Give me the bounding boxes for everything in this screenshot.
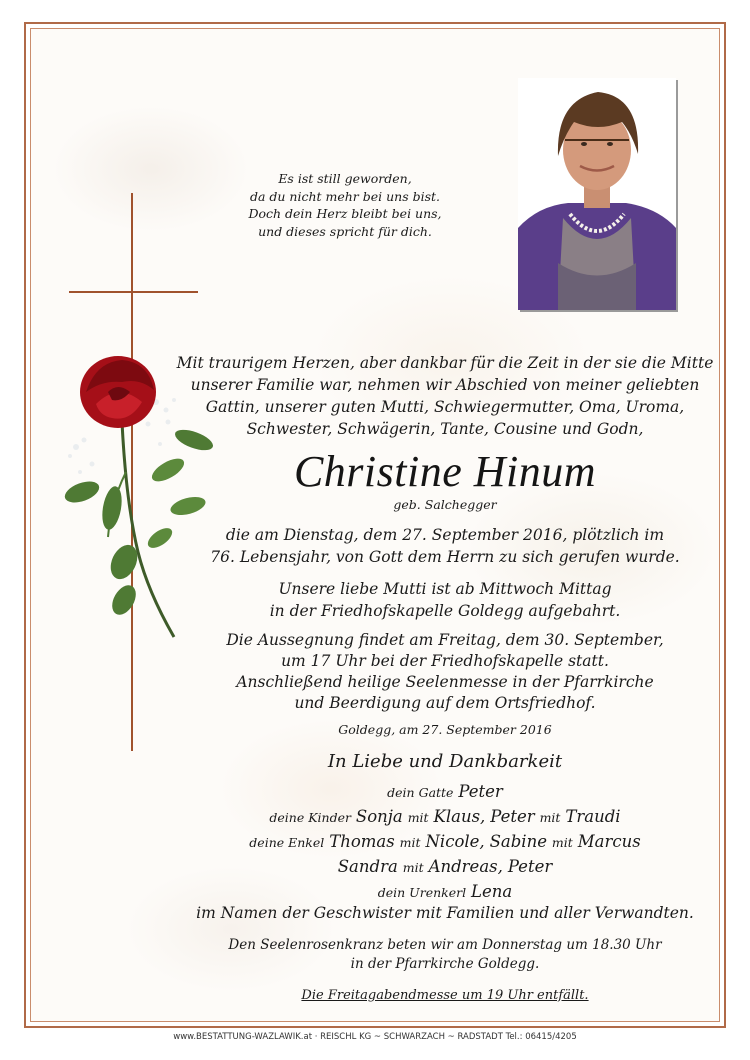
laying-out-line: in der Friedhofskapelle Goldegg aufgebahrt.: [269, 602, 621, 620]
poem-line: da du nicht mehr bei uns bist.: [249, 188, 441, 204]
poem-line: Doch dein Herz bleibt bei uns,: [248, 206, 442, 221]
intro-line: Schwester, Schwägerin, Tante, Cousine und Godn,: [246, 420, 644, 438]
grandchild-name: Sabine: [489, 832, 547, 851]
rosary-line: in der Pfarrkirche Goldegg.: [350, 956, 540, 972]
funeral-line: Die Aussegnung findet am Freitag, dem 30. September,: [226, 631, 664, 649]
death-notice: [170, 524, 720, 568]
with-word: mit: [539, 810, 561, 825]
survivors-grandchildren: [170, 830, 720, 855]
footer-funeral-home: www.BESTATTUNG-WAZLAWIK.at · REISCHL KG ~ SCHWARZACH ~ RADSTADT Tel.: 06415/4205: [173, 1032, 577, 1042]
grandchild-name: Peter: [507, 857, 553, 876]
spouse-label: dein Gatte: [387, 785, 454, 800]
grandchild-name: Thomas: [329, 832, 395, 851]
partner-name: Andreas,: [428, 857, 503, 876]
poem: [230, 170, 460, 240]
funeral-line: um 17 Uhr bei der Friedhofskapelle statt.: [281, 652, 609, 670]
with-word: mit: [402, 860, 424, 875]
laying-out-line: Unsere liebe Mutti ist ab Mittwoch Mittag: [278, 580, 612, 598]
friday-mass-note: [170, 987, 720, 1005]
portrait-photo: [518, 78, 676, 310]
grandchildren-label: deine Enkel: [249, 835, 325, 850]
great-grandchild-label: dein Urenkerl: [377, 885, 467, 900]
intro-line: unserer Familie war, nehmen wir Abschied von meiner geliebten: [190, 376, 700, 394]
intro-line: Mit traurigem Herzen, aber dankbar für die Zeit in der sie die Mitte: [176, 354, 714, 372]
child-name: Peter: [490, 807, 535, 826]
rosary-line: Den Seelenrosenkranz beten wir am Donnerstag um 18.30 Uhr: [228, 937, 662, 953]
children-label: deine Kinder: [269, 810, 351, 825]
spouse-name: Peter: [458, 782, 503, 801]
rosary-notice: [170, 936, 720, 974]
partner-name: Marcus: [577, 832, 641, 851]
poem-line: und dieses spricht für dich.: [258, 223, 432, 239]
with-word: mit: [399, 835, 421, 850]
grandchild-name: Sandra: [337, 857, 398, 876]
survivors-children: [170, 805, 720, 830]
poem-line: Es ist still geworden,: [278, 171, 412, 186]
survivors-grandchildren-2: [170, 855, 720, 880]
closing-phrase: In Liebe und Dankbarkeit: [327, 751, 563, 772]
child-name: Sonja: [355, 807, 403, 826]
birth-name: geb. Salchegger: [393, 497, 497, 512]
friday-mass-text: Die Freitagabendmesse um 19 Uhr entfällt.: [301, 988, 589, 1003]
partner-name: Klaus,: [433, 807, 486, 826]
deceased-name: Christine Hinum: [293, 447, 597, 496]
survivors-spouse: [170, 780, 720, 805]
cross-horizontal: [69, 291, 198, 293]
portrait-image: [518, 78, 676, 310]
death-notice-line: die am Dienstag, dem 27. September 2016, plötzlich im: [225, 526, 665, 544]
funeral-line: Anschließend heilige Seelenmesse in der Pfarrkirche: [236, 673, 654, 691]
death-notice-line: 76. Lebensjahr, von Gott dem Herrn zu sich gerufen wurde.: [210, 548, 680, 566]
with-word: mit: [551, 835, 573, 850]
siblings-line: im Namen der Geschwister mit Familien und aller Verwandten.: [196, 904, 694, 922]
partner-name: Traudi: [565, 807, 621, 826]
with-word: mit: [407, 810, 429, 825]
partner-name: Nicole,: [425, 832, 485, 851]
funeral-line: und Beerdigung auf dem Ortsfriedhof.: [294, 694, 596, 712]
place-date: Goldegg, am 27. September 2016: [338, 722, 552, 737]
survivors-list: [170, 780, 720, 905]
laying-out-notice: [170, 578, 720, 622]
great-grandchild-name: Lena: [471, 882, 513, 901]
funeral-notice: [170, 630, 720, 714]
intro-text: [170, 352, 720, 440]
intro-line: Gattin, unserer guten Mutti, Schwiegermutter, Oma, Uroma,: [205, 398, 685, 416]
